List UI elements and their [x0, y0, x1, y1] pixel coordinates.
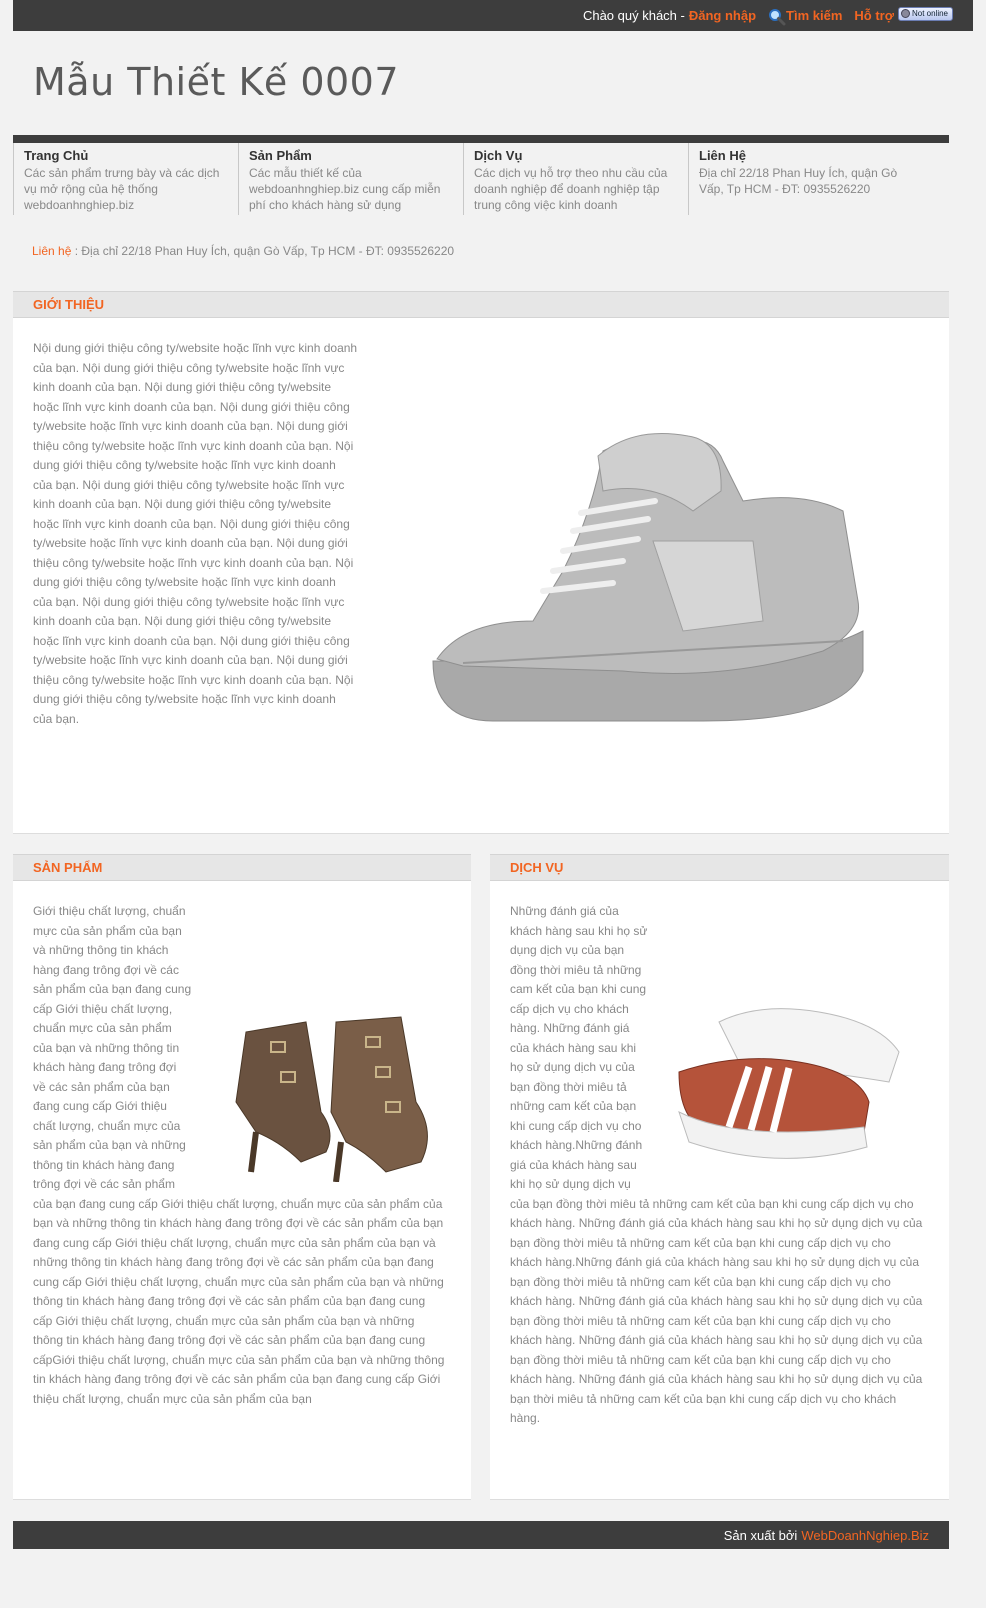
nav-item-products[interactable] [238, 143, 463, 215]
site-title: Mẫu Thiết Kế 0007 [33, 60, 400, 104]
nav-item-desc: Địa chỉ 22/18 Phan Huy Ích, quận Gò Vấp, Tp HCM - ĐT: 0935526220 [699, 166, 898, 196]
gray-sneaker-image [423, 421, 873, 744]
nav-bar-strip [13, 135, 949, 143]
orange-sneaker-image [654, 902, 924, 1182]
support-link[interactable] [854, 8, 953, 23]
services-text-wrap [490, 902, 949, 1429]
brown-heel-boot-image [196, 902, 446, 1182]
products-text: Giới thiệu chất lượng, chuẩn mực của sản phẩm của bạn và những thông tin khách hàng đang trông đợi về các sản phẩm của bạn đang cung cấp Giới thiệu chất lượng, chuẩn mực của sản phẩm của bạn và những thông tin khách hàng đang trông đợi về các sản phẩm của bạn đang cung cấp Giới thiệu chất lượng, chuẩn mực của sản phẩm của bạn và những thông tin khách hàng đang trông đợi về các sản phẩm của bạn đang cung cấp Giới thiệu chất lượng, chuẩn mực của sản phẩm của bạn và những thông tin khách hàng đang trông đợi về các sản phẩm của bạn đang cung cấp Giới thiệu chất lượng, chuẩn mực của sản phẩm của bạn và những thông tin khách hàng đang trông đợi về các sản phẩm của bạn đang cung cấp Giới thiệu chất lượng, chuẩn mực của sản phẩm của bạn và những thông tin khách hàng đang trông đợi về các sản phẩm của bạn đang cung cấp Giới thiệu chất lượng, chuẩn mực của sản phẩm của bạn và những thông tin khách hàng đang trông đợi về các sản phẩm của bạn đang cung cấpGiới thiệu chất lượng, chuẩn mực của sản phẩm của bạn và những thông tin khách hàng đang trông đợi về các sản phẩm của bạn đang cung cấp Giới thiệu chất lượng, chuẩn mực của sản phẩm của bạn [33, 904, 445, 1406]
services-heading: DỊCH VỤ [490, 854, 949, 881]
nav-item-title: Trang Chủ [24, 148, 89, 163]
nav-item-desc: Các mẫu thiết kế của webdoanhnghiep.biz cung cấp miễn phí cho khách hàng sử dụng [249, 166, 441, 212]
top-bar [13, 0, 973, 31]
nav-item-desc: Các dịch vụ hỗ trợ theo nhu cầu của doanh nghiệp để doanh nghiệp tập trung công việc kinh doanh [474, 166, 668, 212]
intro-text: Nội dung giới thiệu công ty/website hoặc lĩnh vực kinh doanh của bạn. Nội dung giới thiệu công ty/website hoặc lĩnh vực kinh doanh của bạn. Nội dung giới thiệu công ty/website hoặc lĩnh vực kinh doanh của bạn. Nội dung giới thiệu công ty/website hoặc lĩnh vực kinh doanh của bạn. Nội dung giới thiệu công ty/website hoặc lĩnh vực kinh doanh của bạn. Nội dung giới thiệu công ty/website hoặc lĩnh vực kinh doanh của bạn. Nội dung giới thiệu công ty/website hoặc lĩnh vực kinh doanh của bạn. Nội dung giới thiệu công ty/website hoặc lĩnh vực kinh doanh của bạn. Nội dung giới thiệu công ty/website hoặc lĩnh vực kinh doanh của bạn. Nội dung giới thiệu công ty/website hoặc lĩnh vực kinh doanh của bạn. Nội dung giới thiệu công ty/website hoặc lĩnh vực kinh doanh của bạn. Nội dung giới thiệu công ty/website hoặc lĩnh vực kinh doanh của bạn. Nội dung giới thiệu công ty/website hoặc lĩnh vực kinh doanh của bạn. Nội dung giới thiệu công ty/website hoặc lĩnh vực kinh doanh của bạn. Nội dung giới thiệu công ty/website hoặc lĩnh vực kinh doanh của bạn. Nội dung giới thiệu công ty/website hoặc lĩnh vực kinh doanh của bạn. [33, 341, 358, 726]
products-heading: SẢN PHẨM [13, 854, 471, 881]
status-offline-icon [901, 9, 910, 18]
search-label: Tìm kiếm [786, 8, 843, 23]
services-panel [490, 854, 949, 1500]
intro-panel [13, 291, 949, 834]
services-text: Những đánh giá của khách hàng sau khi họ sử dụng dịch vụ của bạn đồng thời miêu tả những cam kết của bạn khi cung cấp dịch vụ cho khách hàng. Những đánh giá của khách hàng sau khi họ sử dụng dịch vụ của bạn đồng thời miêu tả những cam kết của bạn khi cung cấp dịch vụ cho khách hàng.Những đánh giá của khách hàng sau khi họ sử dụng dịch vụ của bạn đồng thời miêu tả những cam kết của bạn khi cung cấp dịch vụ cho khách hàng. Những đánh giá của khách hàng sau khi họ sử dụng dịch vụ của bạn đồng thời miêu tả những cam kết của bạn khi cung cấp dịch vụ cho khách hàng.Những đánh giá của khách hàng sau khi họ sử dụng dịch vụ của bạn đồng thời miêu tả những cam kết của bạn khi cung cấp dịch vụ cho khách hàng. Những đánh giá của khách hàng sau khi họ sử dụng dịch vụ của bạn đồng thời miêu tả những cam kết của bạn khi cung cấp dịch vụ cho khách hàng. Những đánh giá của khách hàng sau khi họ sử dụng dịch vụ của bạn đồng thời miêu tả những cam kết của bạn khi cung cấp dịch vụ cho khách hàng. Những đánh giá của khách hàng sau khi họ sử dụng dịch vụ của bạn thời miêu tả những cam kết của bạn khi cung cấp dịch vụ cho khách hàng. [510, 904, 923, 1425]
nav-item-contact[interactable] [688, 143, 913, 215]
main-nav [13, 143, 949, 215]
nav-item-desc: Các sản phẩm trưng bày và các dịch vụ mở rộng của hệ thống webdoanhnghiep.biz [24, 166, 220, 212]
nav-item-services[interactable] [463, 143, 688, 215]
status-badge[interactable] [898, 7, 953, 21]
greeting-text: Chào quý khách - [582, 8, 685, 23]
footer-label: Sản xuất bởi [723, 1527, 798, 1543]
support-label: Hỗ trợ [854, 8, 894, 23]
search-link[interactable] [768, 8, 842, 24]
intro-heading: GIỚI THIỆU [13, 291, 949, 318]
footer-brand-link[interactable]: WebDoanhNghiep.Biz [801, 1527, 929, 1543]
contact-label[interactable]: Liên hệ [32, 244, 72, 258]
nav-item-title: Liên Hệ [699, 148, 746, 163]
contact-text: : Địa chỉ 22/18 Phan Huy Ích, quận Gò Vấp, Tp HCM - ĐT: 0935526220 [74, 244, 455, 258]
login-link[interactable]: Đăng nhập [688, 8, 757, 23]
products-panel [13, 854, 471, 1500]
search-icon [768, 8, 784, 24]
footer [13, 1521, 949, 1549]
nav-item-home[interactable] [13, 143, 238, 215]
contact-line [32, 244, 454, 258]
status-text: Not online [911, 9, 948, 18]
nav-item-title: Sản Phẩm [249, 148, 312, 163]
products-text-wrap [13, 902, 471, 1409]
nav-item-title: Dịch Vụ [474, 148, 523, 163]
